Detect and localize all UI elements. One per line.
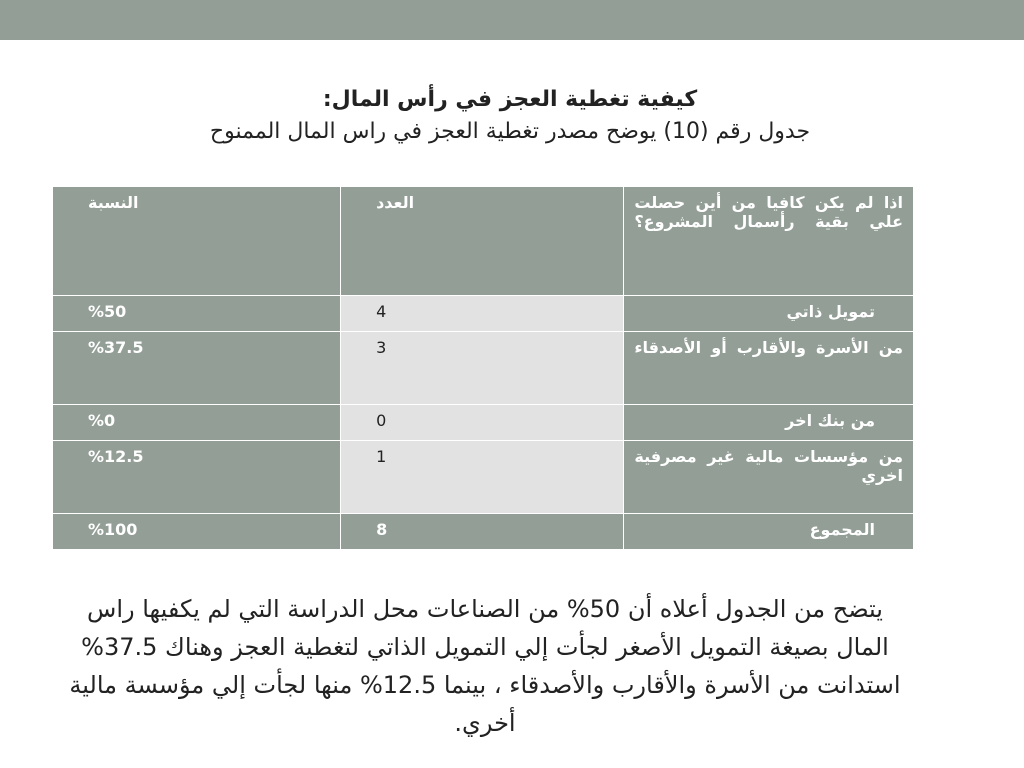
row-percent: %50: [53, 296, 341, 332]
row-count: 3: [341, 332, 624, 405]
table-row: [53, 405, 914, 441]
total-source: المجموع: [624, 514, 914, 550]
table-row: [53, 332, 914, 405]
table-total-row: [53, 514, 914, 550]
row-percent: %0: [53, 405, 341, 441]
header-percent: النسبة: [53, 187, 341, 296]
header-source: اذا لم يكن كافيا من أين حصلت علي بقية رأسمال المشروع؟: [624, 187, 914, 296]
row-source: من مؤسسات مالية غير مصرفية اخري: [624, 441, 914, 514]
row-percent: %37.5: [53, 332, 341, 405]
header-count: العدد: [341, 187, 624, 296]
row-count: 4: [341, 296, 624, 332]
row-percent: %12.5: [53, 441, 341, 514]
table-header-row: [53, 187, 914, 296]
table-row: [53, 296, 914, 332]
top-banner: [0, 0, 1024, 40]
summary-paragraph: يتضح من الجدول أعلاه أن 50% من الصناعات محل الدراسة التي لم يكفيها راس المال بصيغة التمويل الأصغر لجأت إلي التمويل الذاتي لتغطية العجز وهناك 37.5% استدانت من الأسرة والأقارب والأصدقاء ، بينما 12.5% منها لجأت إلي مؤسسة مالية أخري.: [69, 595, 901, 737]
page-title: كيفية تغطية العجز في رأس المال:: [322, 87, 698, 112]
total-count: 8: [341, 514, 624, 550]
table-caption: جدول رقم (10) يوضح مصدر تغطية العجز في راس المال الممنوح: [209, 119, 811, 144]
row-count: 0: [341, 405, 624, 441]
table-row: [53, 441, 914, 514]
row-source: تمويل ذاتي: [624, 296, 914, 332]
row-source: من الأسرة والأقارب أو الأصدقاء: [624, 332, 914, 405]
financing-table: [52, 186, 914, 550]
total-percent: %100: [53, 514, 341, 550]
row-count: 1: [341, 441, 624, 514]
title-block: [60, 85, 960, 149]
row-source: من بنك اخر: [624, 405, 914, 441]
